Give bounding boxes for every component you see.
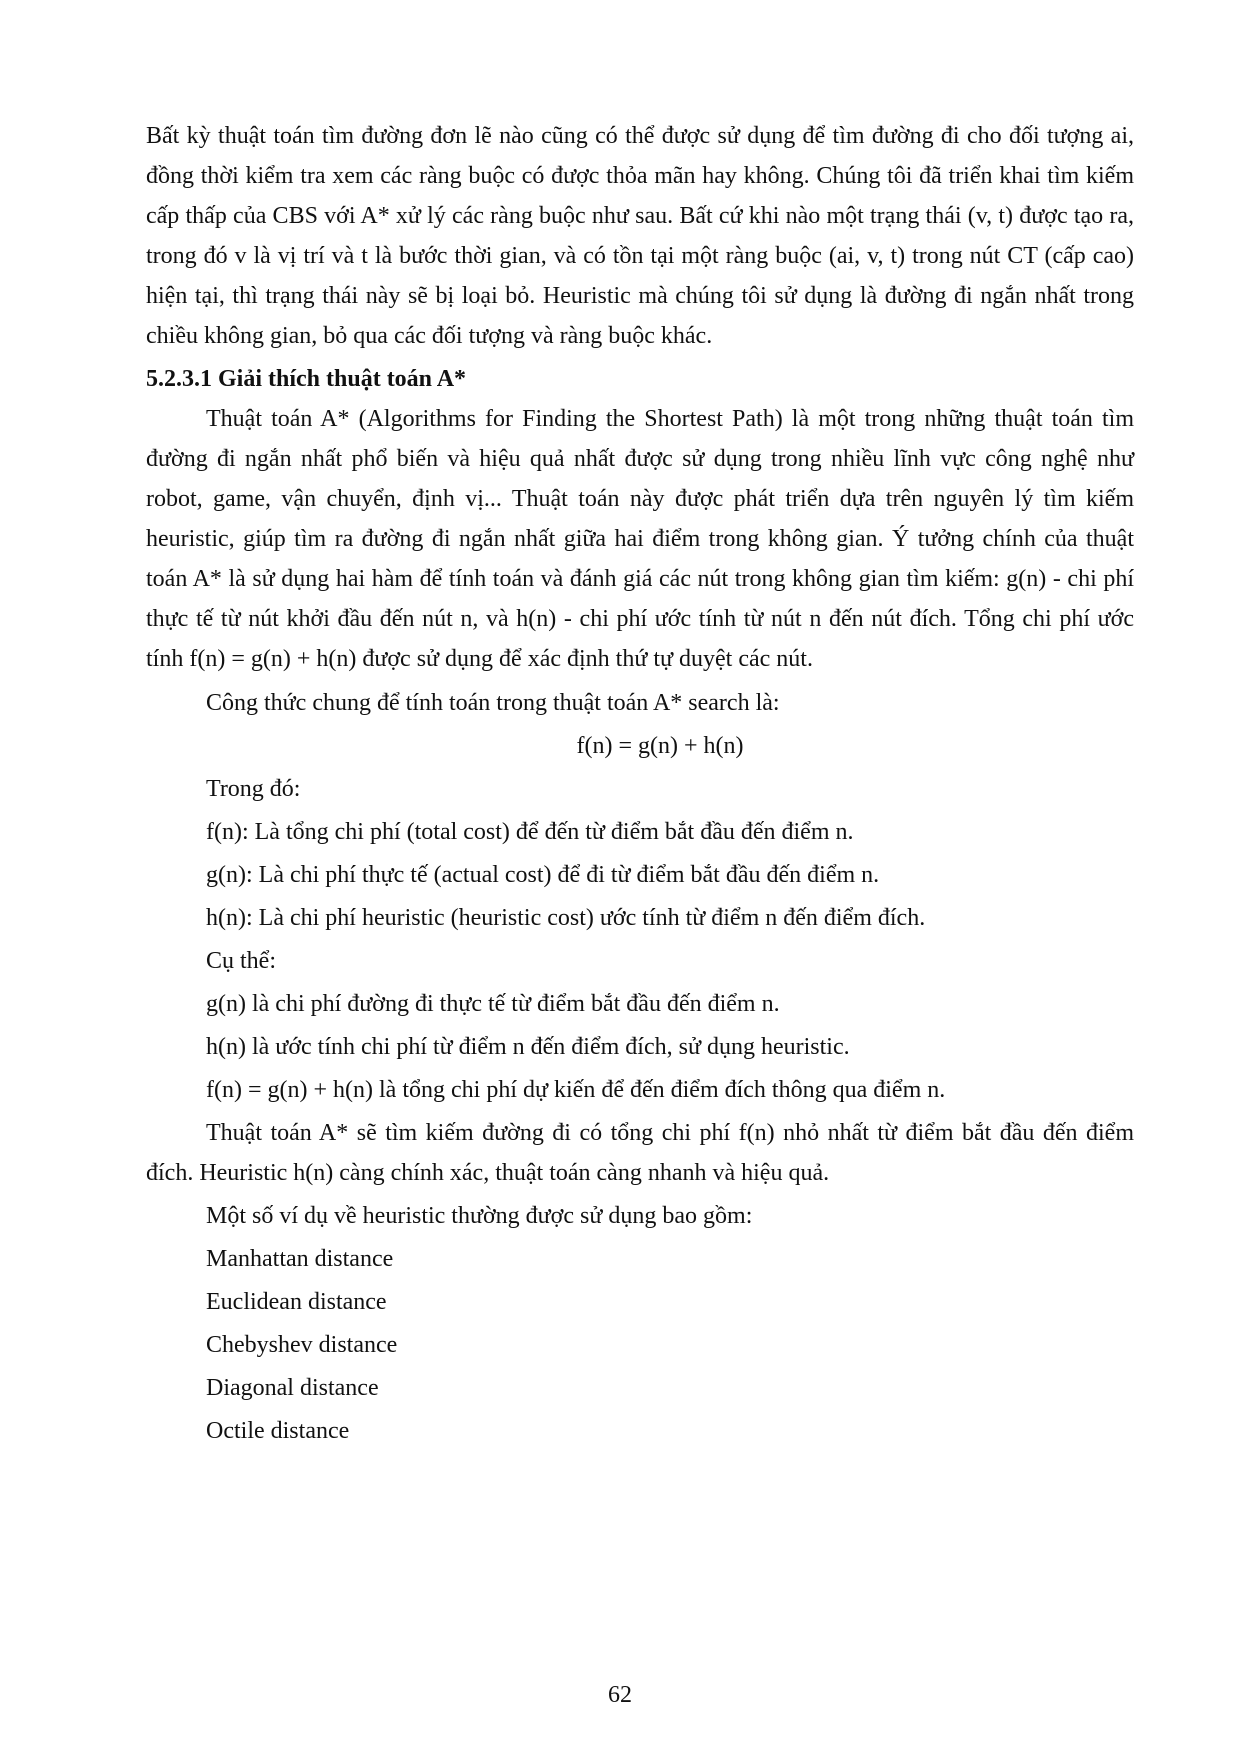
where-label: Trong đó: bbox=[206, 776, 301, 802]
heuristic-item-manhattan: Manhattan distance bbox=[206, 1246, 394, 1272]
page-content bbox=[146, 116, 1134, 1451]
detail-g: g(n) là chi phí đường đi thực tế từ điểm bắt đầu đến điểm n. bbox=[206, 991, 780, 1017]
detail-h: h(n) là ước tính chi phí từ điểm n đến điểm đích, sử dụng heuristic. bbox=[206, 1034, 850, 1060]
heuristic-item-chebyshev: Chebyshev distance bbox=[206, 1332, 398, 1358]
definition-g: g(n): Là chi phí thực tế (actual cost) để đi từ điểm bắt đầu đến điểm n. bbox=[206, 862, 880, 888]
specifically-label: Cụ thể: bbox=[206, 948, 276, 974]
formula: f(n) = g(n) + h(n) bbox=[576, 733, 744, 759]
formula-intro: Công thức chung để tính toán trong thuật toán A* search là: bbox=[206, 690, 780, 716]
detail-f: f(n) = g(n) + h(n) là tổng chi phí dự kiến để đến điểm đích thông qua điểm n. bbox=[206, 1077, 946, 1103]
definition-f: f(n): Là tổng chi phí (total cost) để đến từ điểm bắt đầu đến điểm n. bbox=[206, 819, 854, 845]
page-number: 62 bbox=[608, 1682, 632, 1708]
examples-intro: Một số ví dụ về heuristic thường được sử dụng bao gồm: bbox=[206, 1203, 753, 1229]
heuristic-item-octile: Octile distance bbox=[206, 1418, 350, 1444]
section-heading: 5.2.3.1 Giải thích thuật toán A* bbox=[146, 366, 467, 392]
definition-h: h(n): Là chi phí heuristic (heuristic cost) ước tính từ điểm n đến điểm đích. bbox=[206, 905, 926, 931]
heuristic-item-euclidean: Euclidean distance bbox=[206, 1289, 387, 1315]
intro-paragraph: Bất kỳ thuật toán tìm đường đơn lẽ nào cũng có thể được sử dụng để tìm đường đi cho đối tượng ai, đồng thời kiểm tra xem các ràng buộc có được thỏa mãn hay không. Chúng tôi đã triển khai tìm kiếm cấp thấp của CBS với A* xử lý các ràng buộc như sau. Bất cứ khi nào một trạng thái (v, t) được tạo ra, trong đó v là vị trí và t là bước thời gian, và có tồn tại một ràng buộc (ai, v, t) trong nút CT (cấp cao) hiện tại, thì trạng thái này sẽ bị loại bỏ. Heuristic mà chúng tôi sử dụng là đường đi ngắn nhất trong chiều không gian, bỏ qua các đối tượng và ràng buộc khác. bbox=[146, 123, 1134, 349]
search-paragraph: Thuật toán A* sẽ tìm kiếm đường đi có tổng chi phí f(n) nhỏ nhất từ điểm bắt đầu đến điểm đích. Heuristic h(n) càng chính xác, thuật toán càng nhanh và hiệu quả. bbox=[146, 1120, 1134, 1186]
astar-description-paragraph: Thuật toán A* (Algorithms for Finding the Shortest Path) là một trong những thuật toán tìm đường đi ngắn nhất phổ biến và hiệu quả nhất được sử dụng trong nhiều lĩnh vực công nghệ như robot, game, vận chuyển, định vị... Thuật toán này được phát triển dựa trên nguyên lý tìm kiếm heuristic, giúp tìm ra đường đi ngắn nhất giữa hai điểm trong không gian. Ý tưởng chính của thuật toán A* là sử dụng hai hàm để tính toán và đánh giá các nút trong không gian tìm kiếm: g(n) - chi phí thực tế từ nút khởi đầu đến nút n, và h(n) - chi phí ước tính từ nút n đến nút đích. Tổng chi phí ước tính f(n) = g(n) + h(n) được sử dụng để xác định thứ tự duyệt các nút. bbox=[146, 406, 1134, 672]
heuristic-item-diagonal: Diagonal distance bbox=[206, 1375, 379, 1401]
